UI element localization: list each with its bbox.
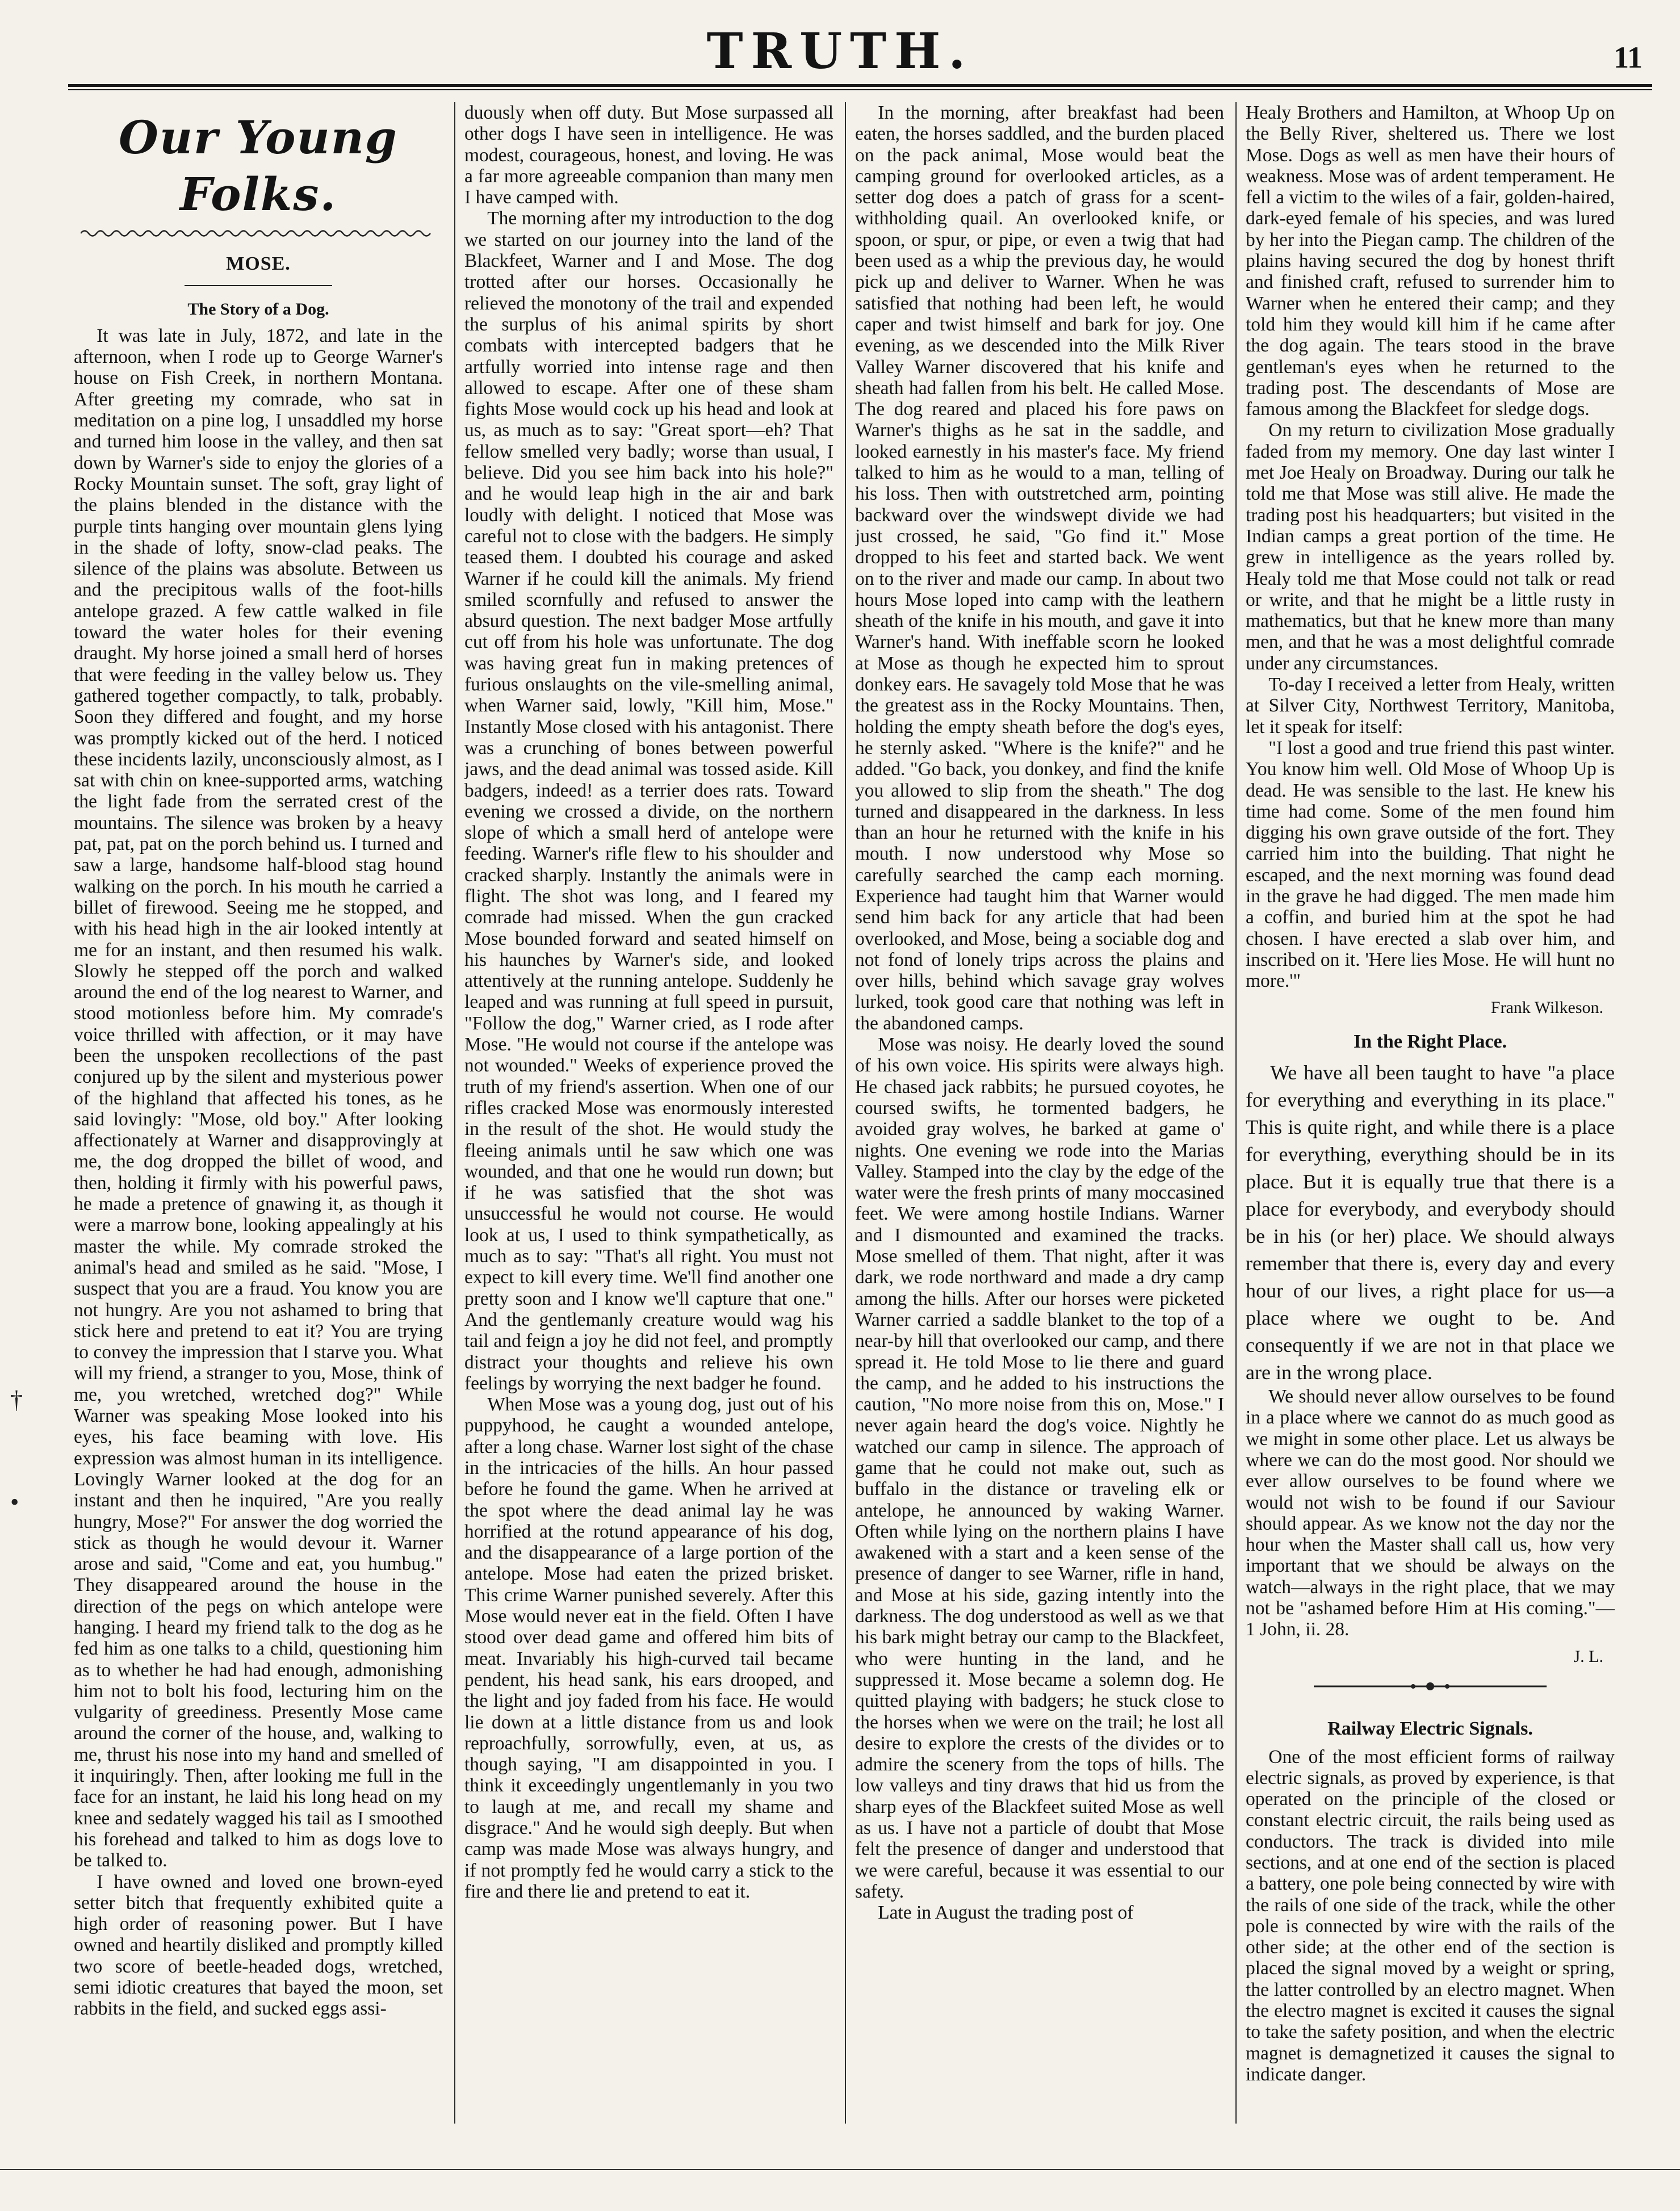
paragraph: To-day I received a letter from Healy, written at Silver City, Northwest Territory, Manitoba, let it speak for itself: <box>1246 674 1615 738</box>
header-rule-thin <box>68 89 1652 90</box>
paragraph: When Mose was a young dog, just out of his puppyhood, he caught a wounded antelope, after a long chase. Warner lost sight of the chase in the intricacies of the hills. An hour passed before he found the game. When he arrived at the spot where the dead animal lay he was horrified at the rotund appearance of his dog, and the disappearance of a large portion of the antelope. Mose had eaten the prized brisket. This crime Warner punished severely. After this Mose would never eat in the field. Often I have stood over dead game and offered him bits of meat. Invariably his high-curved tail became pendent, his head sank, his ears drooped, and the light and joy faded from his face. He would lie down at a little distance from us and look reproachfully, sorrowfully, even, at us, as though saying, "I am disappointed in you. I think it exceedingly ungentlemanly in you two to laugh at me, and recall my shame and disgrace." And he would sigh deeply. But when camp was made Mose was always hungry, and if not promptly fed he would carry a stick to the fire and there lie and pretend to eat it. <box>464 1394 833 1902</box>
author-signature: J. L. <box>1573 1647 1603 1666</box>
article-subtitle: The Story of a Dog. <box>187 299 329 319</box>
paragraph: I have owned and loved one brown-eyed setter bitch that frequently exhibited quite a high order of reasoning power. But I have owned and heartily disliked and promptly killed two score of beetle-headed dogs, wretched, semi idiotic creatures that bayed the moon, set rabbits in the field, and sucked eggs assi- <box>74 1871 443 2020</box>
column-3 <box>855 102 1224 2124</box>
column-rule <box>454 102 455 2124</box>
column-rule <box>1235 102 1237 2124</box>
paragraph: In the morning, after breakfast had been eaten, the horses saddled, and the burden placed on the pack animal, Mose would beat the camping ground for overlooked articles, as a setter dog does a patch of grass for a scent-withholding quail. An overlooked knife, or spoon, or spur, or pipe, or even a twig that had been used as a whip the previous day, he would pick up and deliver to Warner. When he was satisfied that nothing had been left, he would caper and twist himself and bark for joy. One evening, as we descended into the Milk River Valley Warner discovered that his knife and sheath had fallen from his belt. He called Mose. The dog reared and placed his fore paws on Warner's thighs as he sat in the saddle, and looked earnestly in his master's face. My friend talked to him as he would to a man, telling of his loss. Then with outstretched arm, pointing backward over the windswept divide we had just crossed, he said, "Go find it." Mose dropped to his feet and started back. We went on to the river and made our camp. In about two hours Mose loped into camp with the leathern sheath of the knife in his mouth, and gave it into Warner's hand. With ineffable scorn he looked at Mose as though he expected him to sprout donkey ears. He savagely told Mose that he was the greatest ass in the Rocky Mountains. Then, holding the empty sheath before the dog's eyes, he sternly asked. "Where is the knife?" and he added. "Go back, you donkey, and find the knife you allowed to slip from the sheath." The dog turned and disappeared in the darkness. In less than an hour he returned with the knife in his mouth. I now understood why Mose so carefully searched the camp each morning. Experience had taught him that Warner would send him back for any article that had been overlooked, and Mose, being a sociable dog and not fond of lonely trips across the plains and over hills, behind which savage gray wolves lurked, took good care that nothing was left in the abandoned camps. <box>855 102 1224 1034</box>
margin-mark: † <box>10 1386 23 1414</box>
column-1 <box>74 102 443 2124</box>
column-4 <box>1246 102 1615 2124</box>
paragraph: One of the most efficient forms of railway electric signals, as proved by experience, is that operated on the principle of the closed or constant electric circuit, the rails being used as conductors. The track is divided into mile sections, and at one end of the section is placed a battery, one pole being connected by wire with the rails of one side of the track, while the other pole is connected by wire with the rails of the other side; at the other end of the section is placed the signal moved by a weight or spring, the latter controlled by an electro magnet. When the electro magnet is excited it causes the signal to take the safety position, and when the electric magnet is demagnetized it causes the signal to indicate danger. <box>1246 1746 1615 2085</box>
paragraph: Healy Brothers and Hamilton, at Whoop Up on the Belly River, sheltered us. There we lost Mose. Dogs as well as men have their hours of weakness. Mose was of ardent temperament. He fell a victim to the wiles of a fair, golden-haired, dark-eyed female of his species, and was lured by her into the Piegan camp. The children of the plains having secured the dog by honest thrift and finished craft, refused to surrender him to Warner when he entered their camp; and they told him they would kill him if he came after the dog again. The tears stood in the brave gentleman's eyes when he returned to the trading post. The descendants of Mose are famous among the Blackfeet for sledge dogs. <box>1246 102 1615 420</box>
header-rule <box>68 84 1652 87</box>
article-title: In the Right Place. <box>1353 1031 1507 1052</box>
paragraph: On my return to civilization Mose gradually faded from my memory. One day last winter I met Joe Healy on Broadway. During our talk he told me that Mose was still alive. He made the trading post his headquarters; but visited in the Indian camps a great portion of the time. He grew in intelligence as the years rolled by. Healy told me that Mose could not talk or read or write, and that he might be a little rusty in mathematics, but that he knew more than many men, and that he was a most delightful comrade under any circumstances. <box>1246 420 1615 674</box>
column-rule <box>845 102 846 2124</box>
paragraph: duously when off duty. But Mose surpassed all other dogs I have seen in intelligence. He was modest, courageous, honest, and loving. He was a far more agreeable companion than many men I have camped with. <box>464 102 833 208</box>
paragraph: Late in August the trading post of <box>878 1902 1134 1924</box>
column-2 <box>464 102 833 2124</box>
title-rule <box>185 285 332 286</box>
wavy-rule <box>81 228 436 238</box>
page-number: 11 <box>1613 40 1643 74</box>
article-title: Railway Electric Signals. <box>1327 1718 1533 1740</box>
section-title: Our Young Folks. <box>119 111 398 221</box>
bottom-rule <box>0 2169 1680 2170</box>
paragraph: The morning after my introduction to the dog we started on our journey into the land of the Blackfeet, Warner and I and Mose. The dog trotted after our horses. Occasionally he relieved the monotony of the trail and expended the surplus of his animal spirits by short combats with intercepted badgers that he artfully worried into intense rage and then allowed to escape. After one of these sham fights Mose would cock up his head and look at us, as much as to say: "Great sport—eh? That fellow smelled very badly; worse than usual, I believe. Did you see him back into his hole?" and he would leap high in the air and bark loudly with delight. I noticed that Mose was careful not to close with the badgers. He simply teased them. I doubted his courage and asked Warner if he could kill the animals. My friend smiled scornfully and refused to answer the absurd question. The next badger Mose artfully cut off from his hole was unfortunate. The dog was having great fun in making pretences of furious onslaughts on the vile-smelling animal, when Warner said, lowly, "Kill him, Mose." Instantly Mose closed with his antagonist. There was a crunching of bones between powerful jaws, and the dead animal was tossed aside. Kill badgers, indeed! as a terrier does rats. Toward evening we crossed a divide, on the northern slope of which a small herd of antelope were feeding. Warner's rifle flew to his shoulder and cracked sharply. Instantly the animals were in flight. The shot was long, and I feared my comrade had missed. When the gun cracked Mose bounded forward and seated himself on his haunches by Warner's side, and looked attentively at the running antelope. Suddenly he leaped and was running at full speed in pursuit, "Follow the dog," Warner cried, as I rode after Mose. "He would not course if the antelope was not wounded." Weeks of experience proved the truth of my friend's assertion. When one of our rifles cracked Mose was enormously interested in the result of the shot. He would study the fleeing animals until he saw which one was wounded, and that one he would run down; but if he was satisfied that the shot was unsuccessful he would not course. He would look at us, I used to think sympathetically, as much as to say: "That's all right. You must not expect to kill every time. We'll find another one pretty soon and I know we'll capture that one." And the gentlemanly creature would wag his tail and feign a joy he did not feel, and promptly distract your thoughts and relieve his own feelings by worrying the next badger he found. <box>464 208 833 1394</box>
paragraph: Mose was noisy. He dearly loved the sound of his own voice. His spirits were always high. He chased jack rabbits; he pursued coyotes, he coursed swifts, he tormented badgers, he avoided gray wolves, he barked at game o' nights. One evening we rode into the Marias Valley. Stamped into the clay by the edge of the water were the fresh prints of many moccasined feet. We were among hostile Indians. Warner and I dismounted and examined the tracks. Mose smelled of them. That night, after it was dark, we rode northward and made a dry camp among the hills. After our horses were picketed Warner carried a saddle blanket to the top of a near-by hill that overlooked our camp, and there spread it. He told Mose to lie there and guard the camp, and he added to his instructions the caution, "No more noise from this on, Mose." I never again heard the dog's voice. Nightly he watched our camp in silence. The approach of game that he could not make out, such as buffalo in the distance or traveling elk or antelope, he announced by waking Warner. Often while lying on the northern plains I have awakened with a start and a keen sense of the presence of danger to see Warner, rifle in hand, and Mose at his side, gazing intently into the darkness. The dog understood as well as we that his bark might betray our camp to the Blackfeet, who were hunting in the land, and he suppressed it. Mose became a solemn dog. He quitted playing with badgers; he stuck close to the horses when we were on the trail; he lost all desire to explore the crests of the divides or to admire the scenery from the tops of hills. The low valleys and tiny draws that hid us from the sharp eyes of the Blackfeet suited Mose as well as us. I have not a particle of doubt that Mose felt the presence of danger and understood that we were careful, because it was essential to our safety. <box>855 1034 1224 1902</box>
author-signature: Frank Wilkeson. <box>1490 998 1603 1017</box>
article-title: MOSE. <box>226 253 291 275</box>
paragraph: We should never allow ourselves to be found in a place where we cannot do as much good as we might in some other place. Let us always be where we can do the most good. Nor should we ever allow ourselves to be found where we would not wish to be found if our Saviour should appear. As we know not the day nor the hour when the Master shall call us, how very important that we should be always on the watch—always in the right place, that we may not be "ashamed before Him at His coming."—1 John, ii. 28. <box>1246 1386 1615 1640</box>
paragraph: "I lost a good and true friend this past winter. You know him well. Old Mose of Whoop Up is dead. He was sensible to the last. He knew his time had come. Some of the men found him digging his own grave outside of the fort. They carried him into the building. That night he escaped, and the next morning was found dead in the grave he had digged. The men made him a coffin, and buried him at the spot he had chosen. I have erected a slab over him, and inscribed on it. 'Here lies Mose. He will hunt no more.'" <box>1246 737 1615 992</box>
margin-mark: • <box>10 1488 19 1516</box>
paragraph: It was late in July, 1872, and late in the afternoon, when I rode up to George Warner's house on Fish Creek, in northern Montana. After greeting my comrade, who sat in meditation on a pine log, I unsaddled my horse and turned him loose in the valley, and then sat down by Warner's side to enjoy the glories of a Rocky Mountain sunset. The soft, gray light of the plains blended in the distance with the purple tints hanging over mountain glens lying in the shade of lofty, snow-clad peaks. The silence of the plains was absolute. Between us and the precipitous walls of the foot-hills antelope grazed. A few cattle walked in file toward the water holes for their evening draught. My horse joined a small herd of horses that were feeding in the valley below us. They gathered together compactly, to talk, probably. Soon they differed and fought, and my horse was promptly kicked out of the herd. I noticed these incidents lazily, unconsciously almost, as I sat with chin on knee-supported arms, watching the light fade from the serrated crest of the mountains. The silence was broken by a heavy pat, pat, pat on the porch behind us. I turned and saw a large, handsome half-blood stag hound walking on the porch. In his mouth he carried a billet of firewood. Seeing me he stopped, and with his head high in the air looked intently at me for an instant, and then resumed his walk. Slowly he stepped off the porch and walked around the end of the log nearest to Warner, and stood motionless before him. My comrade's voice thrilled with affection, or it may have been the unspoken recollections of the past conjured up by the silent and mysterious power of the highland that affected his tones, as he said lovingly: "Mose, old boy." After looking affectionately at Warner and disapprovingly at me, the dog dropped the billet of wood, and then, holding it firmly with his powerful paws, he made a pretence of gnawing it, as though it were a marrow bone, looking appealingly at his master the while. My comrade stroked the animal's head and smiled as he said. "Mose, I suspect that you are a fraud. You know you are not hungry. Are you not ashamed to bring that stick here and pretend to eat it? You are trying to convey the impression that I starve you. What will my friend, a stranger to you, Mose, think of me, you wretched, wretched dog?" While Warner was speaking Mose looked into his eyes, his face beaming with love. His expression was almost human in its intelligence. Lovingly Warner looked at the dog for an instant and then he inquired, "Are you really hungry, Mose?" For answer the dog worried the stick as though he would devour it. Warner arose and said, "Come and eat, you humbug." They disappeared around the house in the direction of the pegs on which antelope were hanging. I heard my friend talk to the dog as he fed him as one talks to a child, questioning him as to whether he had had enough, admonishing him not to bolt his food, lecturing him on the vulgarity of greediness. Presently Mose came around the corner of the house, and, walking to me, thrust his nose into my hand and smelled of it inquiringly. Then, after looking me full in the face for an instant, he laid his long head on my knee and sedately wagged his tail as I smoothed his forehead and talked to him as dogs love to be talked to. <box>74 325 443 1871</box>
ornament-rule <box>1246 1681 1615 1692</box>
paragraph: We have all been taught to have "a place for everything and everything in its place." This is quite right, and while there is a place for everything, everything should be in its place. But it is equally true that there is a place for everybody, and everybody should be in his (or her) place. We should always remember that there is, every day and every hour of our lives, a right place for us—a place where we ought to be. And consequently if we are not in that place we are in the wrong place. <box>1246 1061 1615 1384</box>
masthead: TRUTH. <box>706 23 974 80</box>
